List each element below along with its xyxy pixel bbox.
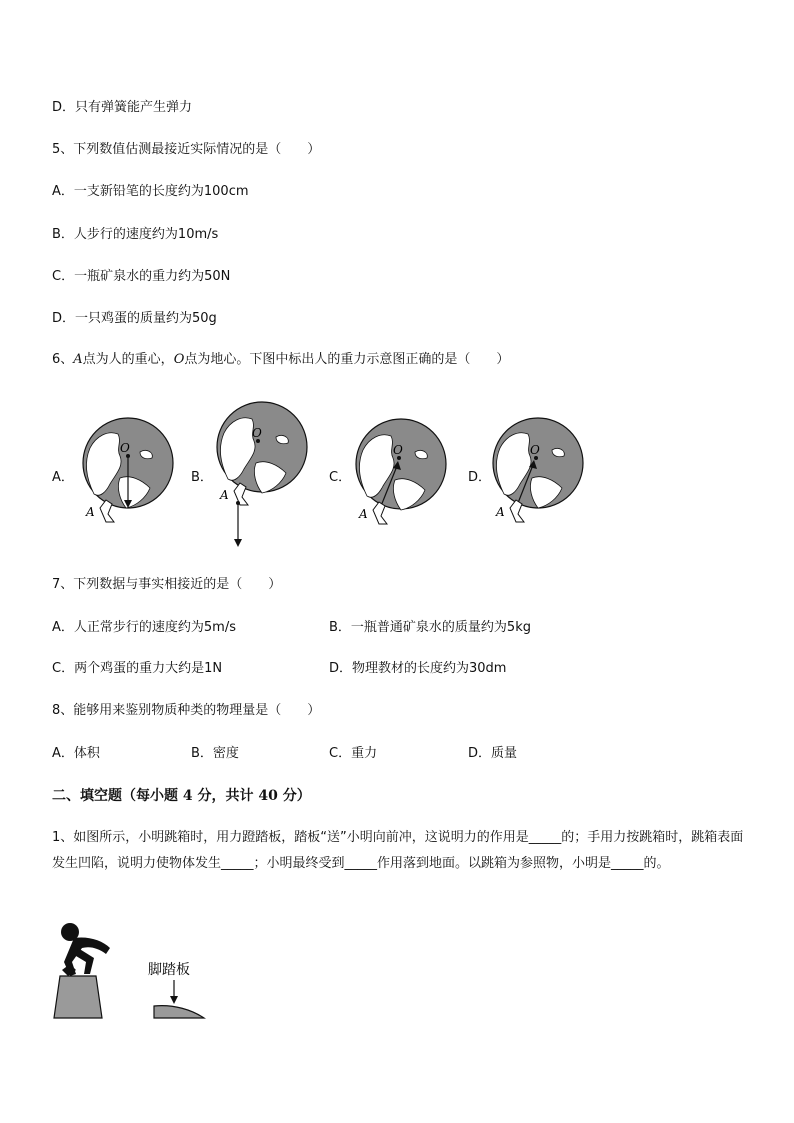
q6-figure-b	[214, 405, 314, 550]
q6-d-a-label: A	[496, 505, 505, 519]
q6-b-a-label: A	[220, 488, 229, 502]
q6-b-o-label: O	[252, 426, 262, 440]
q6-option-a-label: A．	[52, 470, 74, 485]
q6-c-a-label: A	[359, 507, 368, 521]
q5-stem: 5、下列数值估测最接近实际情况的是（ ）	[52, 142, 321, 157]
q6-option-d-label: D．	[468, 470, 492, 485]
fill-1-text: 1、如图所示，小明跳箱时，用力蹬踏板，踏板“送”小明向前冲，这说明力的作用是_____的；手用力按跳箱时，跳箱表面发生凹陷，说明力使物体发生_____；小明最终受到_____作用落到地面。以跳箱为参照物，小明是_____的。	[52, 830, 744, 871]
q7-option-c: C．两个鸡蛋的重力大约是1N	[52, 661, 223, 676]
q5-option-b: B．人步行的速度约为10m/s	[52, 227, 219, 242]
q6-stem-mid2: 点为地心。下图中标出人的重力示意图正确的是（ ）	[184, 352, 510, 367]
q6-stem-num: 6、	[52, 352, 74, 367]
q7-stem: 7、下列数据与事实相接近的是（ ）	[52, 577, 282, 592]
q4-option-d: D．只有弹簧能产生弹力	[52, 100, 193, 115]
q5-option-a: A．一支新铅笔的长度约为100cm	[52, 184, 249, 199]
springboard-label: 脚踏板	[148, 962, 190, 978]
q5-option-d: D．一只鸡蛋的质量约为50g	[52, 311, 217, 326]
q6-figure-a	[80, 418, 180, 548]
q8-stem: 8、能够用来鉴别物质种类的物理量是（ ）	[52, 703, 321, 718]
q6-d-o-label: O	[530, 443, 540, 457]
vault-figure	[50, 918, 220, 1023]
q8-option-c: C．重力	[329, 746, 378, 761]
person-silhouette-icon	[61, 923, 110, 976]
q7-option-d: D．物理教材的长度约为30dm	[329, 661, 507, 676]
q6-stem-o: O	[173, 352, 185, 367]
q6-a-o-label: O	[120, 441, 130, 455]
q8-option-b: B．密度	[191, 746, 239, 761]
q6-option-c-label: C．	[329, 470, 352, 485]
q5-option-c: C．一瓶矿泉水的重力约为50N	[52, 269, 231, 284]
q6-a-a-label: A	[86, 505, 95, 519]
q6-figure-d	[492, 418, 592, 533]
q6-figure-c	[355, 420, 455, 535]
q7-option-a: A．人正常步行的速度约为5m/s	[52, 620, 236, 635]
q7-option-b: B．一瓶普通矿泉水的质量约为5kg	[329, 620, 531, 635]
q6-stem-mid1: 点为人的重心，	[82, 352, 174, 367]
q6-stem-a: A	[73, 352, 83, 367]
q6-c-o-label: O	[393, 443, 403, 457]
section-2-title: 二、填空题（每小题 4 分，共计 40 分）	[52, 788, 311, 804]
q8-option-d: D．质量	[468, 746, 518, 761]
vaulting-box	[54, 976, 102, 1018]
q8-option-a: A．体积	[52, 746, 100, 761]
q6-stem	[52, 351, 509, 369]
q6-option-b-label: B．	[191, 470, 213, 485]
springboard	[154, 1006, 204, 1018]
